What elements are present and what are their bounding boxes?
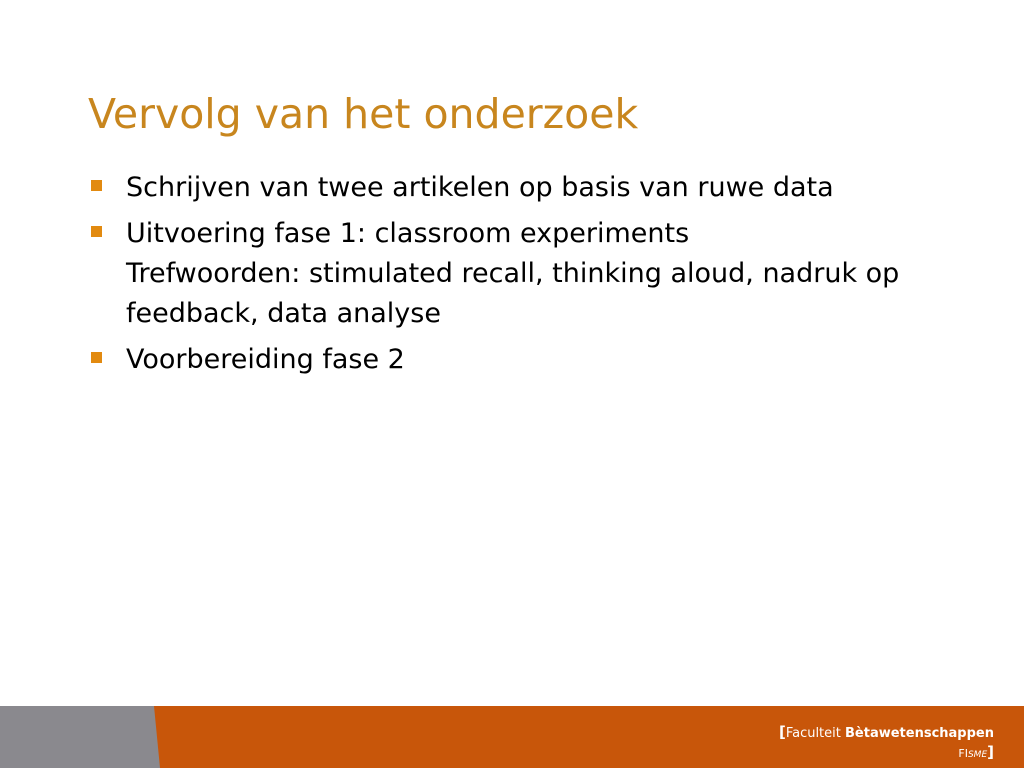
bullet-text: Schrijven van twee artikelen op basis van ruwe data xyxy=(126,172,834,203)
bullet-item xyxy=(90,340,970,380)
logo-faculty-name: Bètawetenschappen xyxy=(845,726,994,741)
bullet-text: Uitvoering fase 1: classroom experiments Trefwoorden: stimulated recall, thinking aloud, nadruk op feedback, data analyse xyxy=(126,218,900,329)
faculty-logo xyxy=(779,723,994,764)
bullet-item xyxy=(90,214,970,334)
bullet-text: Voorbereiding fase 2 xyxy=(126,344,405,375)
institute-logo-line xyxy=(779,743,994,764)
logo-institute-suffix: SME xyxy=(967,750,988,760)
logo-close-bracket: ] xyxy=(987,743,994,761)
square-bullet-icon xyxy=(91,352,102,363)
logo-institute-prefix: FI xyxy=(958,747,968,760)
slide-title: Vervolg van het onderzoek xyxy=(88,90,639,138)
footer-grey-block xyxy=(0,706,160,768)
faculty-logo-line xyxy=(779,723,994,743)
square-bullet-icon xyxy=(91,226,102,237)
bullet-list xyxy=(90,168,970,386)
footer-bar xyxy=(0,706,1024,768)
square-bullet-icon xyxy=(91,180,102,191)
logo-open-bracket: [ xyxy=(778,723,786,741)
bullet-item xyxy=(90,168,970,208)
logo-faculty-word: Faculteit xyxy=(785,726,841,741)
